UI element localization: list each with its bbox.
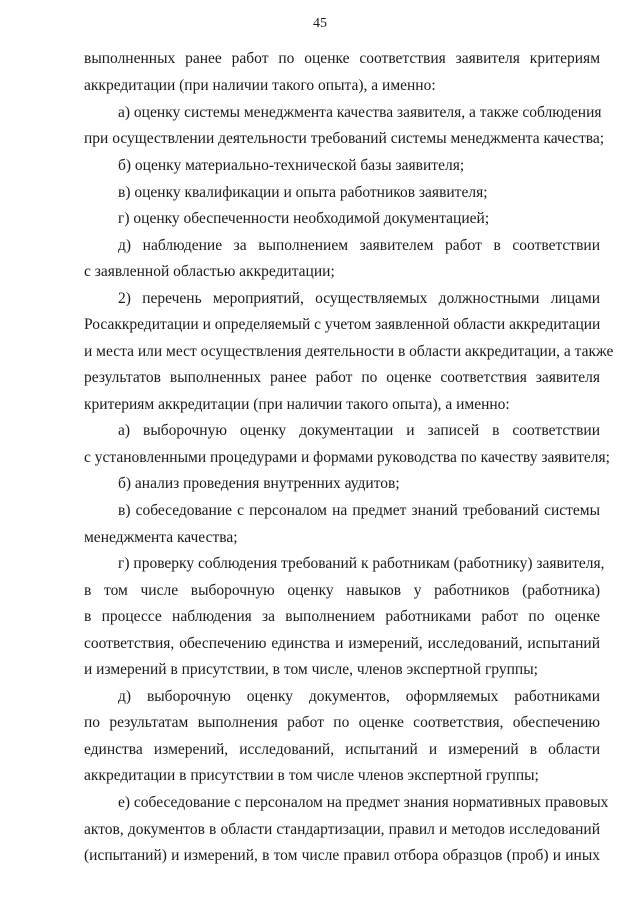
text-line: в процессе наблюдения за выполнением работниками работ по оценке xyxy=(84,608,600,625)
text-line: г) проверку соблюдения требований к работникам (работнику) заявителя, xyxy=(118,555,605,572)
text-line: (испытаний) и измерений, в том числе правил отбора образцов (проб) и иных xyxy=(84,847,600,864)
text-line: б) анализ проведения внутренних аудитов; xyxy=(118,475,400,492)
text-line: с заявленной областью аккредитации; xyxy=(84,263,335,280)
page-number: 45 xyxy=(313,16,327,31)
text-line: менеджмента качества; xyxy=(84,529,238,546)
text-line: результатов выполненных ранее работ по оценке соответствия заявителя xyxy=(84,369,600,386)
text-line: при осуществлении деятельности требований системы менеджмента качества; xyxy=(84,130,605,147)
text-line: а) выборочную оценку документации и записей в соответствии xyxy=(118,422,600,439)
text-line: выполненных ранее работ по оценке соответствия заявителя критериям xyxy=(84,50,600,67)
text-line: 2) перечень мероприятий, осуществляемых должностными лицами xyxy=(118,290,600,307)
text-line: е) собеседование с персоналом на предмет знания нормативных правовых xyxy=(118,794,609,811)
text-line: Росаккредитации и определяемый с учетом заявленной области аккредитации xyxy=(84,316,601,333)
text-line: и места или мест осуществления деятельности в области аккредитации, а также xyxy=(84,343,614,360)
text-line: г) оценку обеспеченности необходимой документацией; xyxy=(118,210,490,227)
text-line: критериям аккредитации (при наличии такого опыта), а именно: xyxy=(84,396,510,413)
text-line: аккредитации в присутствии в том числе членов экспертной группы; xyxy=(84,767,539,784)
text-line: а) оценку системы менеджмента качества заявителя, а также соблюдения xyxy=(118,104,602,121)
text-line: б) оценку материально-технической базы заявителя; xyxy=(118,157,465,174)
text-line: актов, документов в области стандартизации, правил и методов исследований xyxy=(84,821,600,838)
text-line: аккредитации (при наличии такого опыта), а именно: xyxy=(84,77,436,94)
text-line: д) выборочную оценку документов, оформляемых работниками xyxy=(118,688,600,705)
text-line: единства измерений, исследований, испытаний и измерений в области xyxy=(84,741,600,758)
text-line: соответствия, обеспечению единства и измерений, исследований, испытаний xyxy=(84,635,600,652)
text-line: в том числе выборочную оценку навыков у работников (работника) xyxy=(84,582,600,599)
text-line: в) оценку квалификации и опыта работников заявителя; xyxy=(118,184,488,201)
text-line: в) собеседование с персоналом на предмет знаний требований системы xyxy=(118,502,600,519)
text-line: и измерений в присутствии, в том числе, членов экспертной группы; xyxy=(84,661,538,678)
text-line: по результатам выполнения работ по оценке соответствия, обеспечению xyxy=(84,714,600,731)
text-line: с установленными процедурами и формами руководства по качеству заявителя; xyxy=(84,449,610,466)
text-line: д) наблюдение за выполнением заявителем работ в соответствии xyxy=(118,237,600,254)
